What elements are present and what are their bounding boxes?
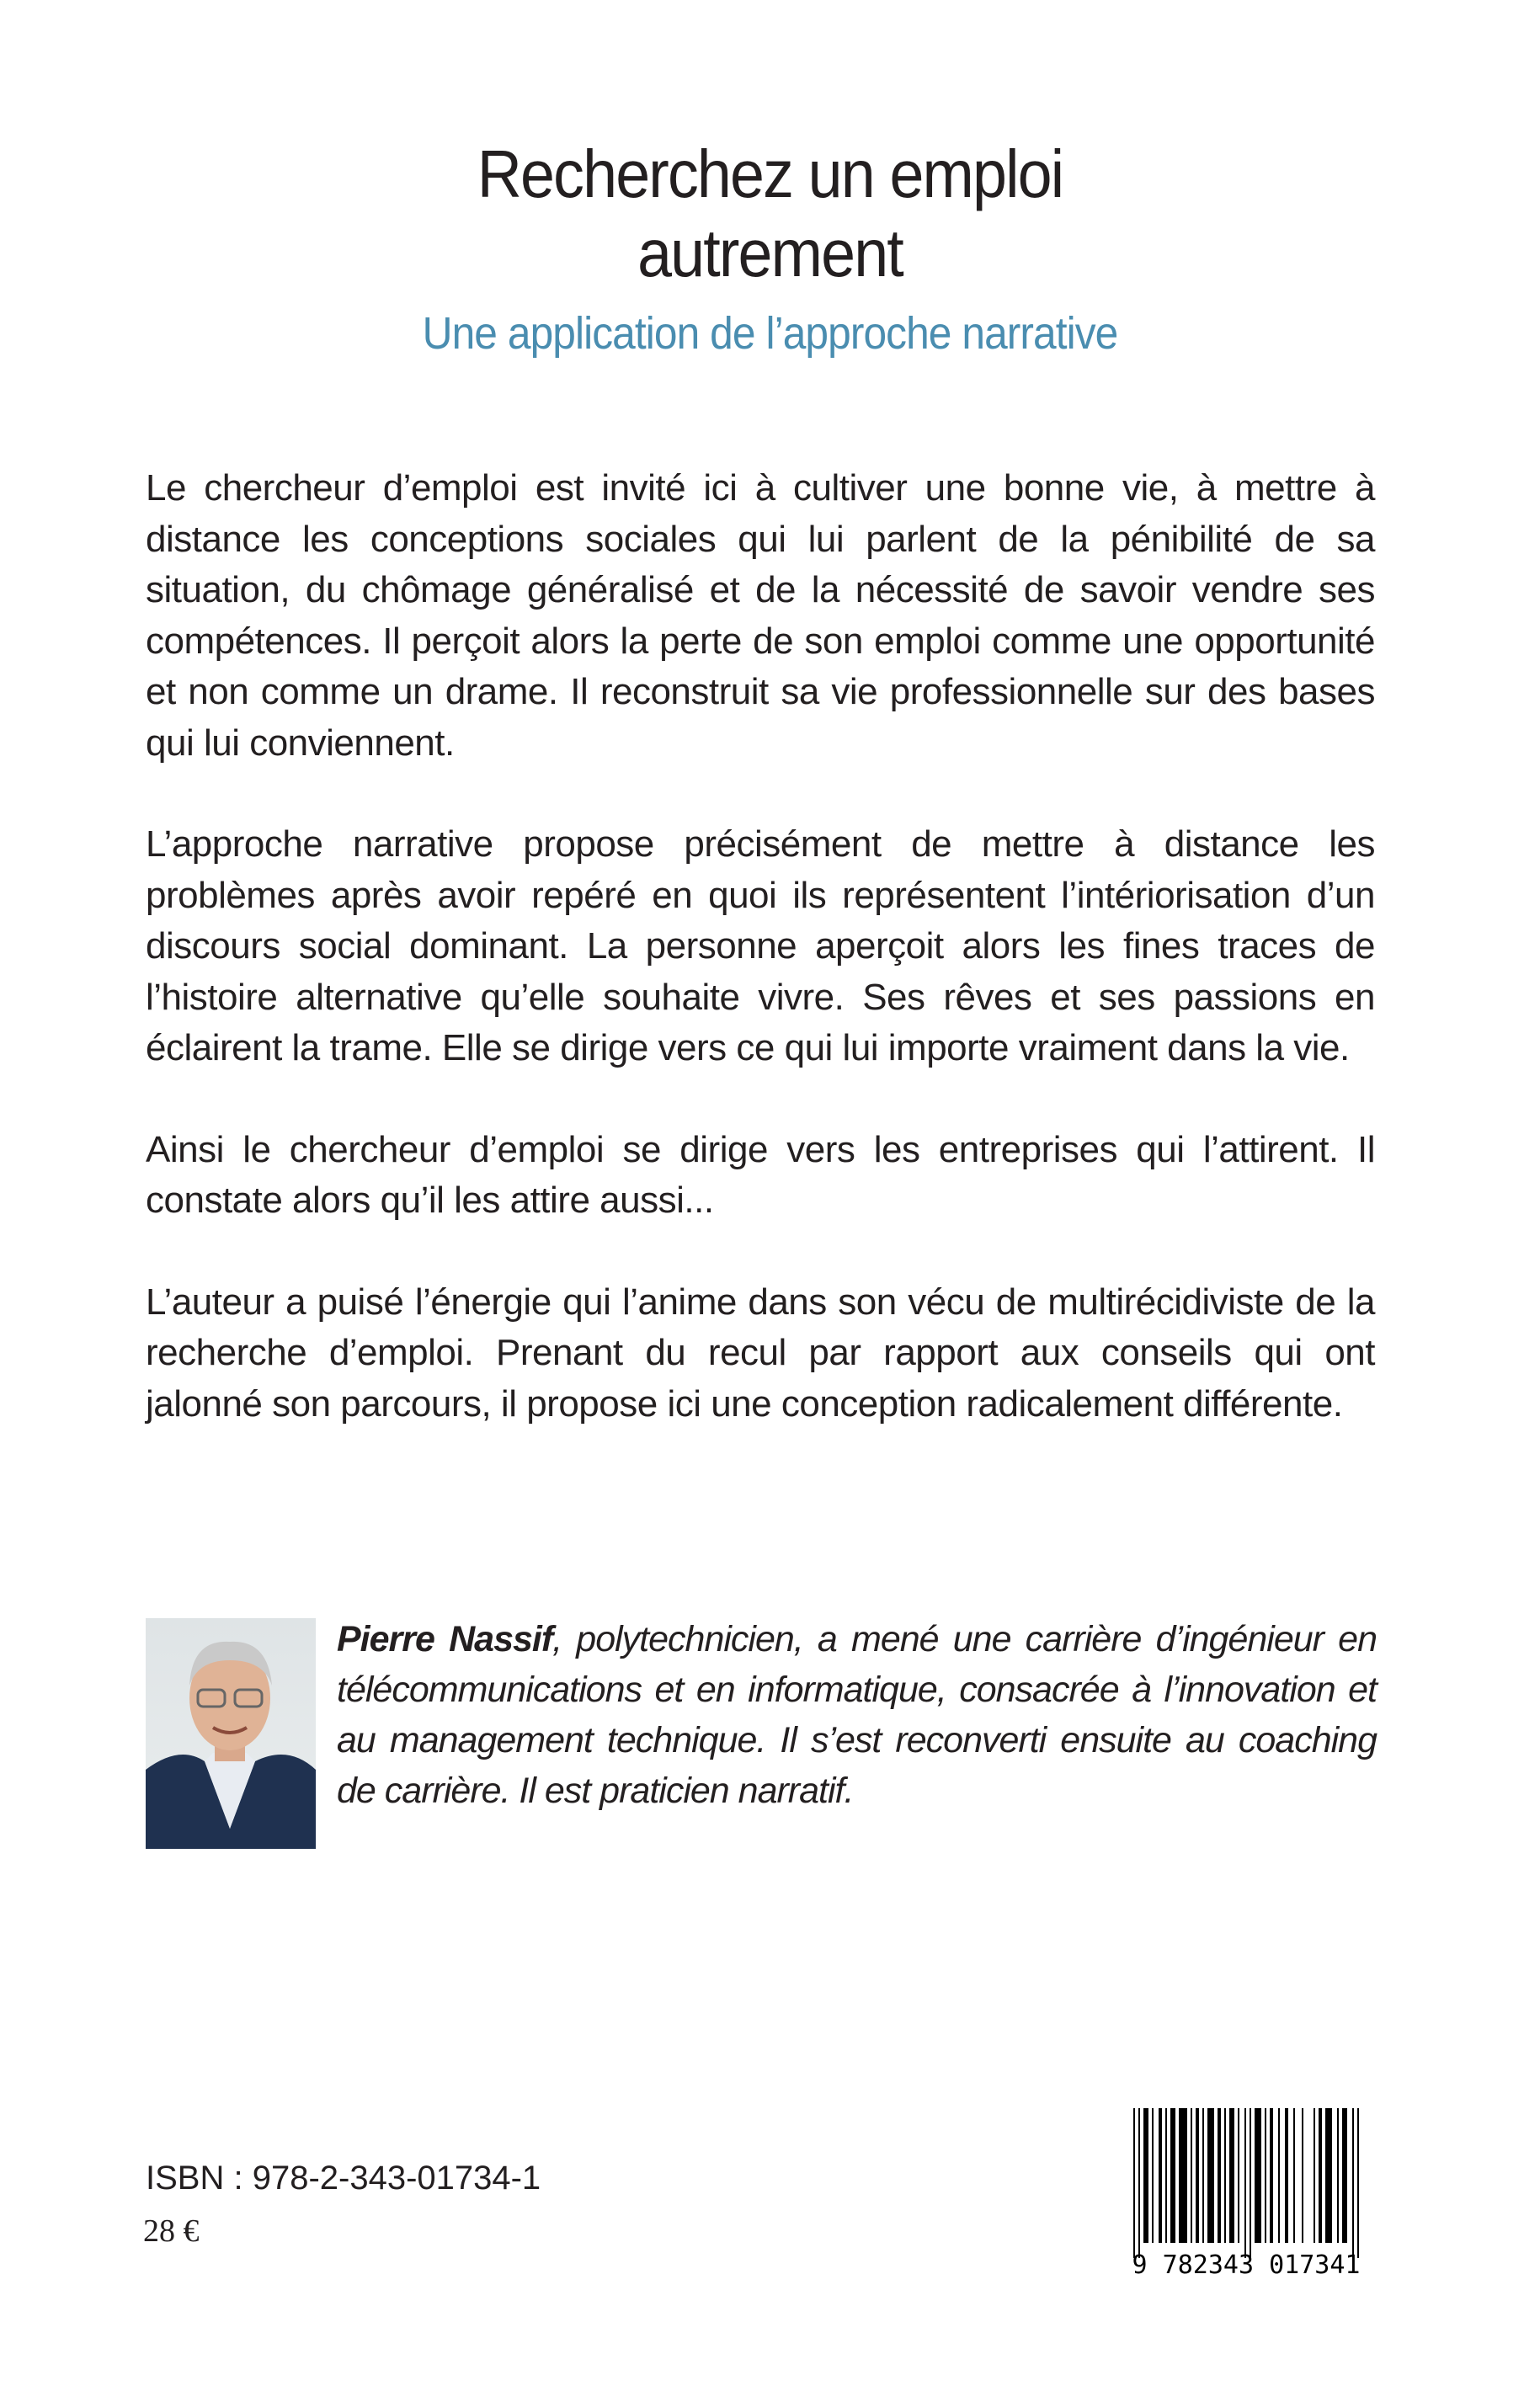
author-bio — [337, 1614, 1377, 1816]
book-subtitle: Une application de l’approche narrative — [422, 308, 1118, 359]
blurb-paragraph-4: L’auteur a puisé l’énergie qui l’anime dans son vécu de multirécidiviste de la recherche d’emploi. Prenant du recul par rapport aux conseils qui ont jalonné son parcours, il propose ici une conception radicalement différente. — [146, 1281, 1375, 1425]
author-bio-text: , polytechnicien, a mené une carrière d’ingénieur en télécommunications et en informatique, consacrée à l’innovation et au management technique. Il s’est reconverti ensuite au coaching de carrière. Il est praticien narratif. — [337, 1619, 1377, 1811]
isbn: ISBN : 978-2-343-01734-1 — [146, 2160, 541, 2197]
blurb — [146, 463, 1375, 1480]
barcode — [1111, 2108, 1398, 2277]
title-line-2: autrement — [637, 216, 903, 290]
title-line-1: Recherchez un emploi — [477, 136, 1063, 211]
author-photo — [146, 1618, 316, 1849]
barcode-digits: 9 782343 017341 — [1132, 2250, 1361, 2277]
blurb-paragraph-1: Le chercheur d’emploi est invité ici à cultiver une bonne vie, à mettre à distance les conceptions sociales qui lui parlent de la pénibilité de sa situation, du chômage généralisé et de la nécessité de savoir vendre ses compétences. Il perçoit alors la perte de son emploi comme une opportunité et non comme un drame. Il reconstruit sa vie professionnelle sur des bases qui lui conviennent. — [146, 467, 1375, 764]
author-name: Pierre Nassif — [337, 1619, 553, 1659]
blurb-paragraph-2: L’approche narrative propose précisément de mettre à distance les problèmes après avoir repéré en quoi ils représentent l’intériorisation d’un discours social dominant. La personne aperçoit alors les fines traces de l’histoire alternative qu’elle souhaite vivre. Ses rêves et ses passions en éclairent la trame. Elle se dirige vers ce qui lui importe vraiment dans la vie. — [146, 823, 1375, 1068]
blurb-paragraph-3: Ainsi le chercheur d’emploi se dirige vers les entreprises qui l’attirent. Il constate alors qu’il les attire aussi... — [146, 1128, 1375, 1221]
price: 28 € — [143, 2213, 200, 2249]
book-title — [61, 135, 1479, 293]
